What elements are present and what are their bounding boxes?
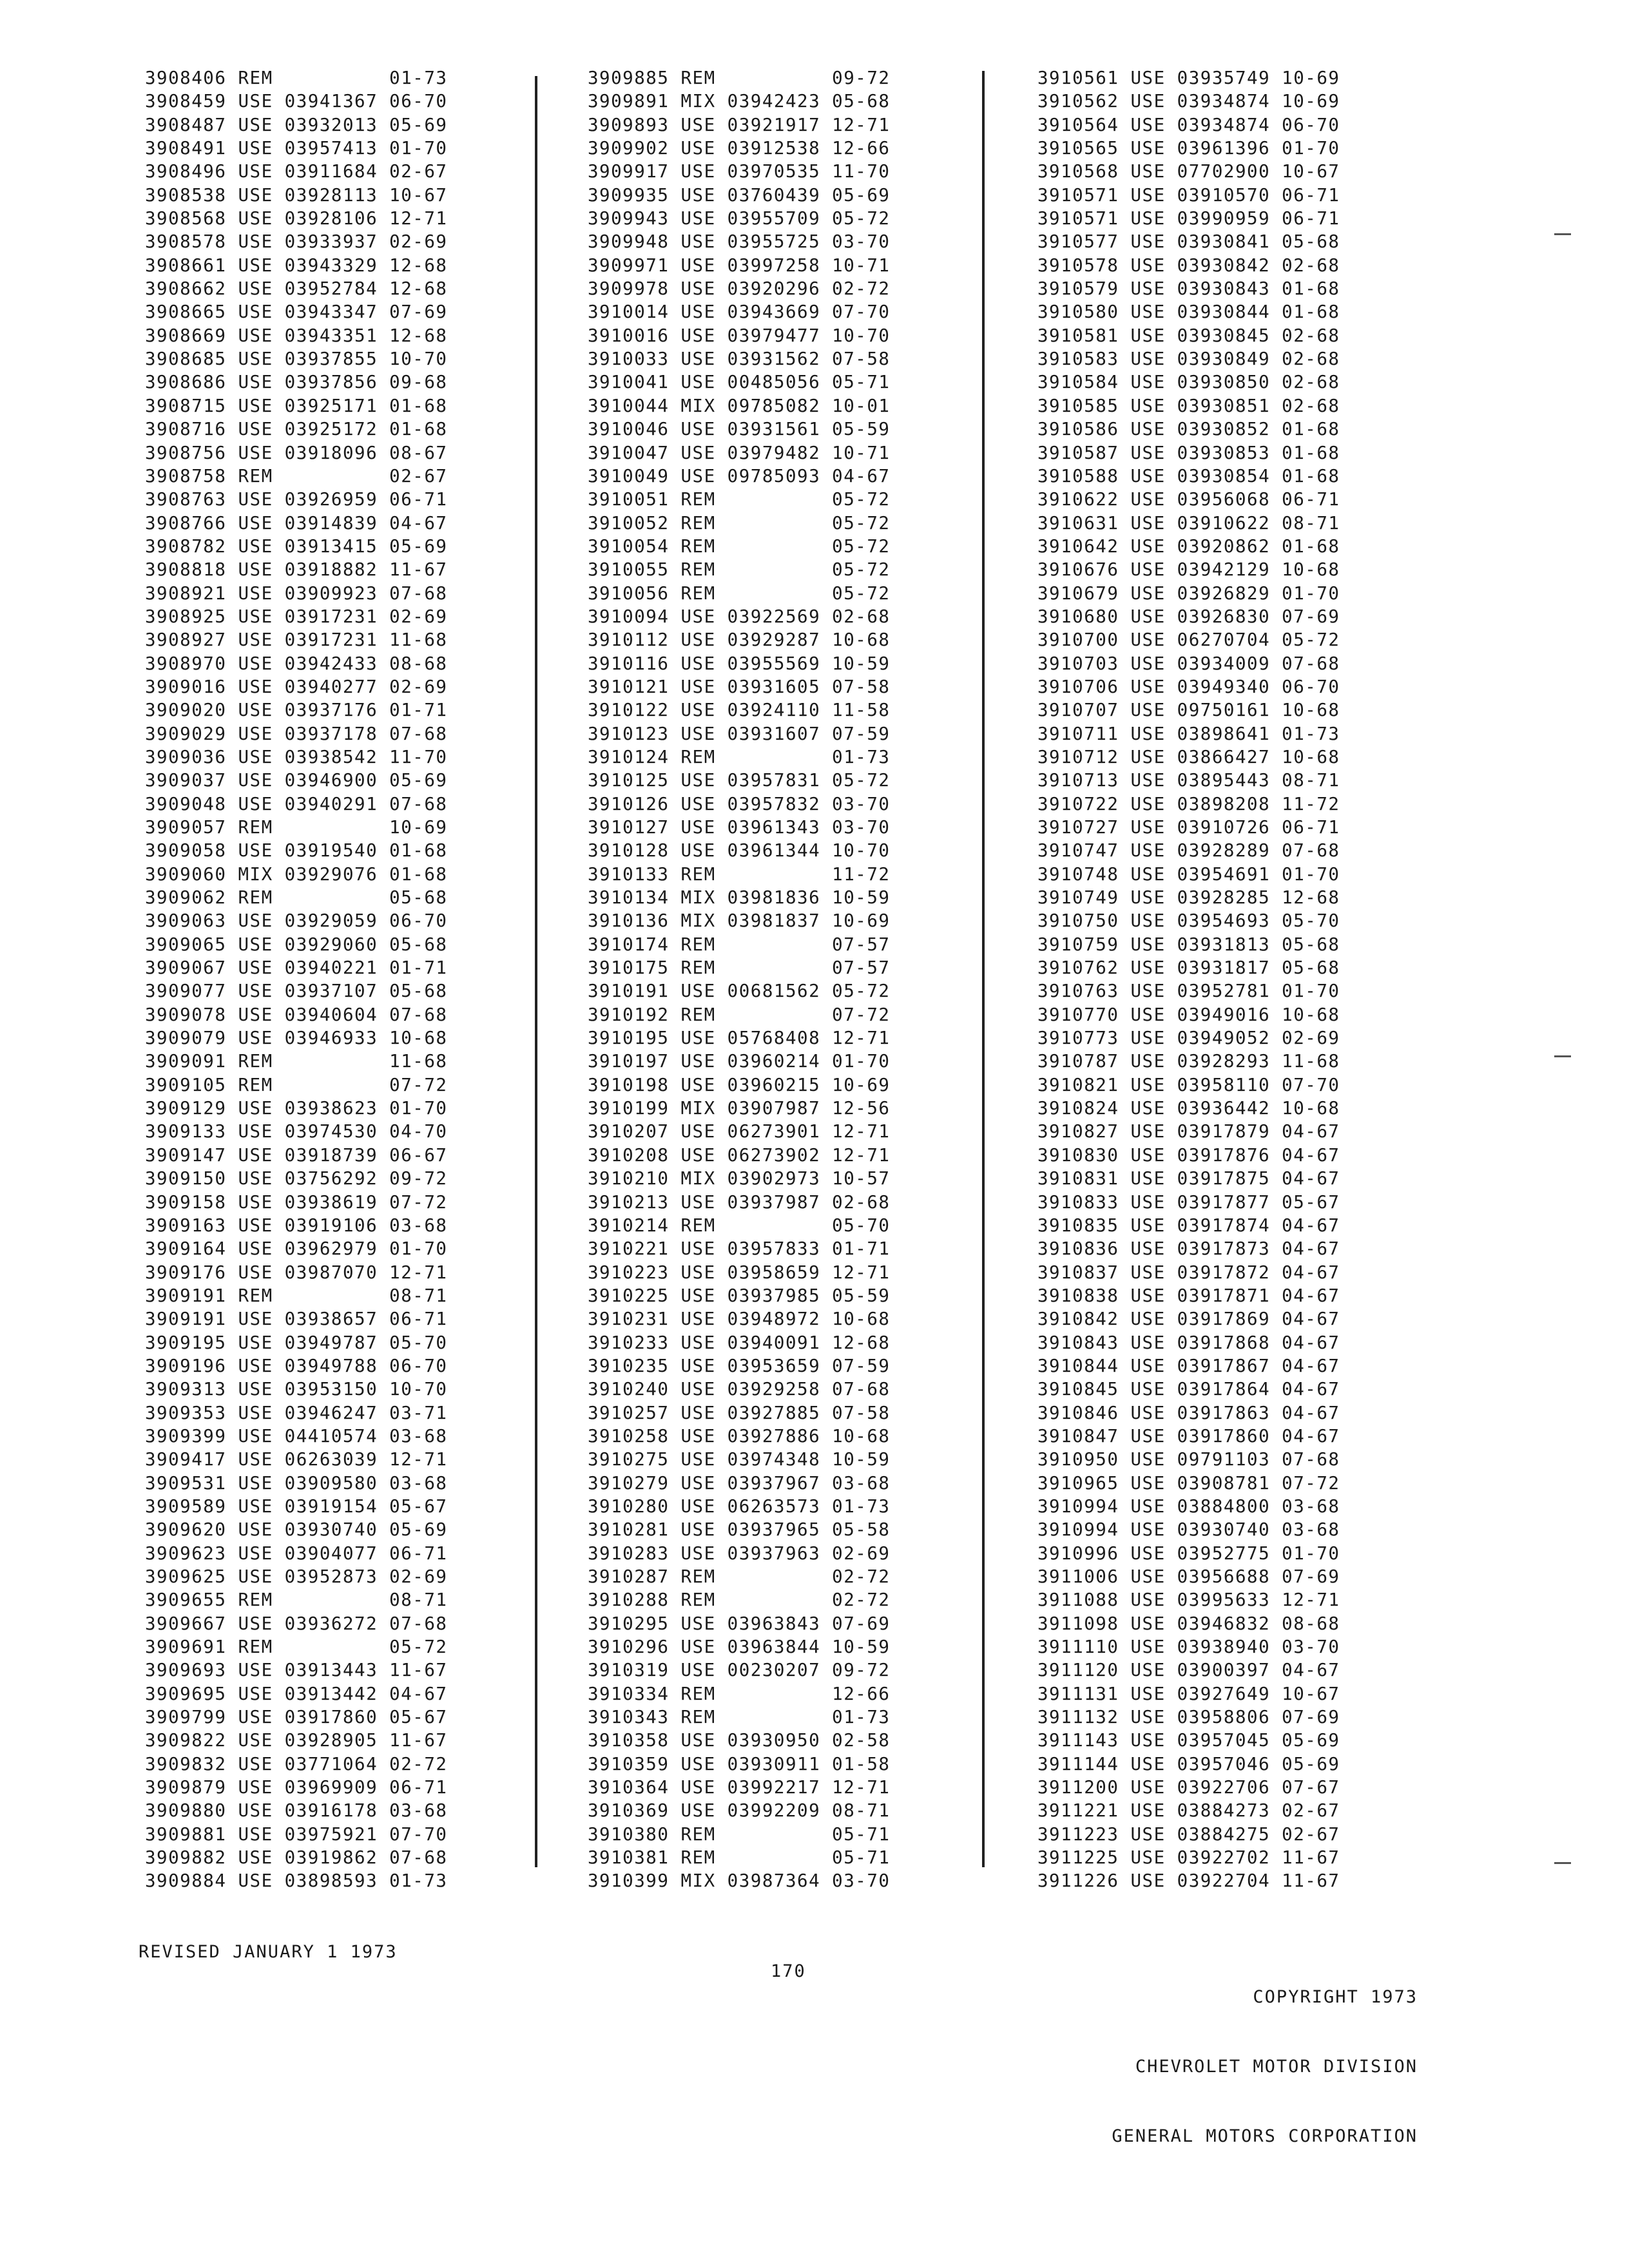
part-entry: 3910846 USE 03917863 04-67 bbox=[1037, 1402, 1340, 1423]
part-entry: 3909693 USE 03913443 11-67 bbox=[145, 1660, 448, 1681]
part-entry: 3909625 USE 03952873 02-69 bbox=[145, 1566, 448, 1587]
part-entry: 3909799 USE 03917860 05-67 bbox=[145, 1707, 448, 1728]
part-entry: 3910562 USE 03934874 10-69 bbox=[1037, 91, 1340, 112]
part-entry: 3909832 USE 03771064 02-72 bbox=[145, 1753, 448, 1774]
part-entry: 3909667 USE 03936272 07-68 bbox=[145, 1613, 448, 1634]
part-entry: 3911221 USE 03884273 02-67 bbox=[1037, 1800, 1340, 1821]
part-entry: 3908578 USE 03933937 02-69 bbox=[145, 231, 448, 253]
part-entry: 3911088 USE 03995633 12-71 bbox=[1037, 1590, 1340, 1611]
part-entry: 3909948 USE 03955725 03-70 bbox=[588, 231, 891, 253]
part-entry: 3910787 USE 03928293 11-68 bbox=[1037, 1051, 1340, 1072]
part-entry: 3910642 USE 03920862 01-68 bbox=[1037, 535, 1340, 557]
part-entry: 3908685 USE 03937855 10-70 bbox=[145, 349, 448, 370]
part-entry: 3908487 USE 03932013 05-69 bbox=[145, 114, 448, 135]
part-entry: 3910121 USE 03931605 07-58 bbox=[588, 676, 891, 697]
part-entry: 3909158 USE 03938619 07-72 bbox=[145, 1191, 448, 1213]
part-entry: 3910258 USE 03927886 10-68 bbox=[588, 1425, 891, 1446]
part-entry: 3910588 USE 03930854 01-68 bbox=[1037, 465, 1340, 486]
part-entry: 3910296 USE 03963844 10-59 bbox=[588, 1637, 891, 1658]
part-entry: 3910213 USE 03937987 02-68 bbox=[588, 1191, 891, 1213]
part-entry: 3910747 USE 03928289 07-68 bbox=[1037, 840, 1340, 861]
part-entry: 3910047 USE 03979482 10-71 bbox=[588, 442, 891, 463]
part-entry: 3909881 USE 03975921 07-70 bbox=[145, 1823, 448, 1845]
part-entry: 3910046 USE 03931561 05-59 bbox=[588, 419, 891, 440]
part-entry: 3910223 USE 03958659 12-71 bbox=[588, 1262, 891, 1283]
part-entry: 3909077 USE 03937107 05-68 bbox=[145, 981, 448, 1002]
part-entry: 3909655 REM 08-71 bbox=[145, 1590, 448, 1611]
part-entry: 3910112 USE 03929287 10-68 bbox=[588, 629, 891, 651]
part-entry: 3909147 USE 03918739 06-67 bbox=[145, 1144, 448, 1166]
part-entry: 3908970 USE 03942433 08-68 bbox=[145, 653, 448, 674]
part-entry: 3910275 USE 03974348 10-59 bbox=[588, 1449, 891, 1470]
part-entry: 3910235 USE 03953659 07-59 bbox=[588, 1355, 891, 1376]
part-entry: 3910127 USE 03961343 03-70 bbox=[588, 817, 891, 838]
part-entry: 3910128 USE 03961344 10-70 bbox=[588, 840, 891, 861]
part-entry: 3910965 USE 03908781 07-72 bbox=[1037, 1472, 1340, 1494]
part-entry: 3909016 USE 03940277 02-69 bbox=[145, 676, 448, 697]
part-entry: 3910759 USE 03931813 05-68 bbox=[1037, 934, 1340, 955]
part-entry: 3910122 USE 03924110 11-58 bbox=[588, 700, 891, 721]
part-entry: 3910358 USE 03930950 02-58 bbox=[588, 1730, 891, 1751]
part-entry: 3909163 USE 03919106 03-68 bbox=[145, 1215, 448, 1236]
part-entry: 3910577 USE 03930841 05-68 bbox=[1037, 231, 1340, 253]
part-entry: 3908459 USE 03941367 06-70 bbox=[145, 91, 448, 112]
part-entry: 3908763 USE 03926959 06-71 bbox=[145, 489, 448, 510]
part-entry: 3911110 USE 03938940 03-70 bbox=[1037, 1637, 1340, 1658]
part-entry: 3908686 USE 03937856 09-68 bbox=[145, 372, 448, 393]
part-entry: 3910116 USE 03955569 10-59 bbox=[588, 653, 891, 674]
part-entry: 3910748 USE 03954691 01-70 bbox=[1037, 863, 1340, 885]
part-entry: 3908665 USE 03943347 07-69 bbox=[145, 302, 448, 323]
part-entry: 3909531 USE 03909580 03-68 bbox=[145, 1472, 448, 1494]
part-entry: 3910676 USE 03942129 10-68 bbox=[1037, 559, 1340, 581]
part-entry: 3909057 REM 10-69 bbox=[145, 817, 448, 838]
part-entry: 3910581 USE 03930845 02-68 bbox=[1037, 325, 1340, 346]
part-entry: 3910055 REM 05-72 bbox=[588, 559, 891, 581]
part-entry: 3911225 USE 03922702 11-67 bbox=[1037, 1847, 1340, 1869]
part-entry: 3910680 USE 03926830 07-69 bbox=[1037, 606, 1340, 627]
part-entry: 3910622 USE 03956068 06-71 bbox=[1037, 489, 1340, 510]
part-entry: 3910052 REM 05-72 bbox=[588, 512, 891, 533]
part-entry: 3910565 USE 03961396 01-70 bbox=[1037, 138, 1340, 159]
part-entry: 3909623 USE 03904077 06-71 bbox=[145, 1542, 448, 1564]
part-entry: 3909133 USE 03974530 04-70 bbox=[145, 1121, 448, 1142]
part-entry: 3910369 USE 03992209 08-71 bbox=[588, 1800, 891, 1821]
part-entry: 3911226 USE 03922704 11-67 bbox=[1037, 1870, 1340, 1892]
part-entry: 3908491 USE 03957413 01-70 bbox=[145, 138, 448, 159]
part-entry: 3909399 USE 04410574 03-68 bbox=[145, 1425, 448, 1446]
part-entry: 3909129 USE 03938623 01-70 bbox=[145, 1098, 448, 1119]
part-entry: 3910016 USE 03979477 10-70 bbox=[588, 325, 891, 346]
part-entry: 3908661 USE 03943329 12-68 bbox=[145, 255, 448, 276]
part-entry: 3909062 REM 05-68 bbox=[145, 887, 448, 908]
part-entry: 3910561 USE 03935749 10-69 bbox=[1037, 68, 1340, 88]
part-entry: 3908758 REM 02-67 bbox=[145, 465, 448, 486]
margin-mark bbox=[1554, 1055, 1571, 1057]
part-entry: 3910199 MIX 03907987 12-56 bbox=[588, 1098, 891, 1119]
copyright-line: COPYRIGHT 1973 bbox=[1253, 1987, 1418, 2007]
part-entry: 3911144 USE 03957046 05-69 bbox=[1037, 1753, 1340, 1774]
part-entry: 3911131 USE 03927649 10-67 bbox=[1037, 1683, 1340, 1704]
part-entry: 3910712 USE 03866427 10-68 bbox=[1037, 746, 1340, 767]
part-entry: 3910014 USE 03943669 07-70 bbox=[588, 302, 891, 323]
margin-mark bbox=[1554, 1862, 1571, 1864]
part-entry: 3910281 USE 03937965 05-58 bbox=[588, 1519, 891, 1541]
part-entry: 3910770 USE 03949016 10-68 bbox=[1037, 1004, 1340, 1025]
part-entry: 3910207 USE 06273901 12-71 bbox=[588, 1121, 891, 1142]
part-entry: 3909048 USE 03940291 07-68 bbox=[145, 793, 448, 814]
part-entry: 3911098 USE 03946832 08-68 bbox=[1037, 1613, 1340, 1634]
part-entry: 3910124 REM 01-73 bbox=[588, 746, 891, 767]
part-entry: 3910727 USE 03910726 06-71 bbox=[1037, 817, 1340, 838]
part-entry: 3910133 REM 11-72 bbox=[588, 863, 891, 885]
copyright-block bbox=[1112, 1939, 1418, 2171]
part-entry: 3909879 USE 03969909 06-71 bbox=[145, 1777, 448, 1798]
part-entry: 3909695 USE 03913442 04-67 bbox=[145, 1683, 448, 1704]
part-entry: 3910054 REM 05-72 bbox=[588, 535, 891, 557]
part-entry: 3910174 REM 07-57 bbox=[588, 934, 891, 955]
part-entry: 3910343 REM 01-73 bbox=[588, 1707, 891, 1728]
part-entry: 3909891 MIX 03942423 05-68 bbox=[588, 91, 891, 112]
part-entry: 3911006 USE 03956688 07-69 bbox=[1037, 1566, 1340, 1587]
part-entry: 3910049 USE 09785093 04-67 bbox=[588, 465, 891, 486]
part-entry: 3909902 USE 03912538 12-66 bbox=[588, 138, 891, 159]
part-entry: 3908818 USE 03918882 11-67 bbox=[145, 559, 448, 581]
parts-column-1 bbox=[145, 66, 447, 1893]
part-entry: 3910584 USE 03930850 02-68 bbox=[1037, 372, 1340, 393]
part-entry: 3910750 USE 03954693 05-70 bbox=[1037, 910, 1340, 932]
part-entry: 3909943 USE 03955709 05-72 bbox=[588, 208, 891, 229]
part-entry: 3910843 USE 03917868 04-67 bbox=[1037, 1332, 1340, 1353]
part-entry: 3909417 USE 06263039 12-71 bbox=[145, 1449, 448, 1470]
part-entry: 3910571 USE 03990959 06-71 bbox=[1037, 208, 1340, 229]
part-entry: 3910679 USE 03926829 01-70 bbox=[1037, 582, 1340, 604]
part-entry: 3910836 USE 03917873 04-67 bbox=[1037, 1238, 1340, 1260]
part-entry: 3910827 USE 03917879 04-67 bbox=[1037, 1121, 1340, 1142]
part-entry: 3909164 USE 03962979 01-70 bbox=[145, 1238, 448, 1260]
part-entry: 3909078 USE 03940604 07-68 bbox=[145, 1004, 448, 1025]
part-entry: 3910257 USE 03927885 07-58 bbox=[588, 1402, 891, 1423]
part-entry: 3910041 USE 00485056 05-71 bbox=[588, 372, 891, 393]
part-entry: 3910051 REM 05-72 bbox=[588, 489, 891, 510]
part-entry: 3909079 USE 03946933 10-68 bbox=[145, 1028, 448, 1049]
part-entry: 3908496 USE 03911684 02-67 bbox=[145, 161, 448, 182]
part-entry: 3910126 USE 03957832 03-70 bbox=[588, 793, 891, 814]
parts-column-2 bbox=[588, 66, 890, 1893]
part-entry: 3910044 MIX 09785082 10-01 bbox=[588, 395, 891, 416]
part-entry: 3910996 USE 03952775 01-70 bbox=[1037, 1542, 1340, 1564]
part-entry: 3910359 USE 03930911 01-58 bbox=[588, 1753, 891, 1774]
part-entry: 3910056 REM 05-72 bbox=[588, 582, 891, 604]
part-entry: 3910847 USE 03917860 04-67 bbox=[1037, 1425, 1340, 1446]
part-entry: 3909020 USE 03937176 01-71 bbox=[145, 700, 448, 721]
part-entry: 3908921 USE 03909923 07-68 bbox=[145, 582, 448, 604]
part-entry: 3910713 USE 03895443 08-71 bbox=[1037, 770, 1340, 791]
part-entry: 3909691 REM 05-72 bbox=[145, 1637, 448, 1658]
column-divider bbox=[535, 76, 537, 1867]
part-entry: 3910123 USE 03931607 07-59 bbox=[588, 723, 891, 744]
part-entry: 3908715 USE 03925171 01-68 bbox=[145, 395, 448, 416]
part-entry: 3910033 USE 03931562 07-58 bbox=[588, 349, 891, 370]
part-entry: 3909620 USE 03930740 05-69 bbox=[145, 1519, 448, 1541]
part-entry: 3908662 USE 03952784 12-68 bbox=[145, 278, 448, 300]
part-entry: 3910288 REM 02-72 bbox=[588, 1590, 891, 1611]
part-entry: 3910587 USE 03930853 01-68 bbox=[1037, 442, 1340, 463]
part-entry: 3910280 USE 06263573 01-73 bbox=[588, 1495, 891, 1517]
part-entry: 3910585 USE 03930851 02-68 bbox=[1037, 395, 1340, 416]
part-entry: 3910579 USE 03930843 01-68 bbox=[1037, 278, 1340, 300]
part-entry: 3910198 USE 03960215 10-69 bbox=[588, 1074, 891, 1095]
part-entry: 3910125 USE 03957831 05-72 bbox=[588, 770, 891, 791]
part-entry: 3910287 REM 02-72 bbox=[588, 1566, 891, 1587]
part-entry: 3910233 USE 03940091 12-68 bbox=[588, 1332, 891, 1353]
copyright-line: CHEVROLET MOTOR DIVISION bbox=[1135, 2057, 1418, 2077]
part-entry: 3910295 USE 03963843 07-69 bbox=[588, 1613, 891, 1634]
part-entry: 3910994 USE 03884800 03-68 bbox=[1037, 1495, 1340, 1517]
part-entry: 3909063 USE 03929059 06-70 bbox=[145, 910, 448, 932]
part-entry: 3910195 USE 05768408 12-71 bbox=[588, 1028, 891, 1049]
part-entry: 3910225 USE 03937985 05-59 bbox=[588, 1285, 891, 1306]
part-entry: 3910279 USE 03937967 03-68 bbox=[588, 1472, 891, 1494]
part-entry: 3910210 MIX 03902973 10-57 bbox=[588, 1168, 891, 1189]
part-entry: 3908669 USE 03943351 12-68 bbox=[145, 325, 448, 346]
part-entry: 3910221 USE 03957833 01-71 bbox=[588, 1238, 891, 1260]
part-entry: 3910578 USE 03930842 02-68 bbox=[1037, 255, 1340, 276]
part-entry: 3911223 USE 03884275 02-67 bbox=[1037, 1823, 1340, 1845]
part-entry: 3910844 USE 03917867 04-67 bbox=[1037, 1355, 1340, 1376]
part-entry: 3910136 MIX 03981837 10-69 bbox=[588, 910, 891, 932]
part-entry: 3908538 USE 03928113 10-67 bbox=[145, 184, 448, 206]
part-entry: 3909150 USE 03756292 09-72 bbox=[145, 1168, 448, 1189]
part-entry: 3908766 USE 03914839 04-67 bbox=[145, 512, 448, 533]
part-entry: 3908756 USE 03918096 08-67 bbox=[145, 442, 448, 463]
part-entry: 3909091 REM 11-68 bbox=[145, 1051, 448, 1072]
part-entry: 3910722 USE 03898208 11-72 bbox=[1037, 793, 1340, 814]
copyright-line: GENERAL MOTORS CORPORATION bbox=[1112, 2126, 1418, 2146]
part-entry: 3910564 USE 03934874 06-70 bbox=[1037, 114, 1340, 135]
margin-mark bbox=[1554, 233, 1571, 235]
part-entry: 3910821 USE 03958110 07-70 bbox=[1037, 1074, 1340, 1095]
part-entry: 3910842 USE 03917869 04-67 bbox=[1037, 1309, 1340, 1330]
part-entry: 3911200 USE 03922706 07-67 bbox=[1037, 1777, 1340, 1798]
part-entry: 3910381 REM 05-71 bbox=[588, 1847, 891, 1869]
part-entry: 3910364 USE 03992217 12-71 bbox=[588, 1777, 891, 1798]
part-entry: 3909589 USE 03919154 05-67 bbox=[145, 1495, 448, 1517]
part-entry: 3911143 USE 03957045 05-69 bbox=[1037, 1730, 1340, 1751]
part-entry: 3909935 USE 03760439 05-69 bbox=[588, 184, 891, 206]
part-entry: 3910214 REM 05-70 bbox=[588, 1215, 891, 1236]
part-entry: 3908925 USE 03917231 02-69 bbox=[145, 606, 448, 627]
part-entry: 3910706 USE 03949340 06-70 bbox=[1037, 676, 1340, 697]
part-entry: 3909884 USE 03898593 01-73 bbox=[145, 1870, 448, 1892]
part-entry: 3909191 USE 03938657 06-71 bbox=[145, 1309, 448, 1330]
part-entry: 3910994 USE 03930740 03-68 bbox=[1037, 1519, 1340, 1541]
part-entry: 3908716 USE 03925172 01-68 bbox=[145, 419, 448, 440]
part-entry: 3909067 USE 03940221 01-71 bbox=[145, 957, 448, 979]
part-entry: 3910583 USE 03930849 02-68 bbox=[1037, 349, 1340, 370]
part-entry: 3909105 REM 07-72 bbox=[145, 1074, 448, 1095]
part-entry: 3910762 USE 03931817 05-68 bbox=[1037, 957, 1340, 979]
part-entry: 3910950 USE 09791103 07-68 bbox=[1037, 1449, 1340, 1470]
part-entry: 3910580 USE 03930844 01-68 bbox=[1037, 302, 1340, 323]
part-entry: 3909885 REM 09-72 bbox=[588, 68, 891, 88]
part-entry: 3908782 USE 03913415 05-69 bbox=[145, 535, 448, 557]
part-entry: 3909065 USE 03929060 05-68 bbox=[145, 934, 448, 955]
part-entry: 3910094 USE 03922569 02-68 bbox=[588, 606, 891, 627]
part-entry: 3909313 USE 03953150 10-70 bbox=[145, 1379, 448, 1400]
part-entry: 3909195 USE 03949787 05-70 bbox=[145, 1332, 448, 1353]
parts-column-3 bbox=[1037, 66, 1340, 1893]
part-entry: 3910334 REM 12-66 bbox=[588, 1683, 891, 1704]
part-entry: 3910700 USE 06270704 05-72 bbox=[1037, 629, 1340, 651]
part-entry: 3910380 REM 05-71 bbox=[588, 1823, 891, 1845]
part-entry: 3908927 USE 03917231 11-68 bbox=[145, 629, 448, 651]
part-entry: 3909880 USE 03916178 03-68 bbox=[145, 1800, 448, 1821]
part-entry: 3910175 REM 07-57 bbox=[588, 957, 891, 979]
part-entry: 3908568 USE 03928106 12-71 bbox=[145, 208, 448, 229]
part-entry: 3910824 USE 03936442 10-68 bbox=[1037, 1098, 1340, 1119]
part-entry: 3910571 USE 03910570 06-71 bbox=[1037, 184, 1340, 206]
part-entry: 3909036 USE 03938542 11-70 bbox=[145, 746, 448, 767]
page-number: 170 bbox=[771, 1961, 806, 1981]
part-entry: 3910707 USE 09750161 10-68 bbox=[1037, 700, 1340, 721]
part-entry: 3910197 USE 03960214 01-70 bbox=[588, 1051, 891, 1072]
part-entry: 3910208 USE 06273902 12-71 bbox=[588, 1144, 891, 1166]
part-entry: 3909978 USE 03920296 02-72 bbox=[588, 278, 891, 300]
part-entry: 3910586 USE 03930852 01-68 bbox=[1037, 419, 1340, 440]
part-entry: 3910399 MIX 03987364 03-70 bbox=[588, 1870, 891, 1892]
part-entry: 3908406 REM 01-73 bbox=[145, 68, 448, 88]
part-entry: 3910134 MIX 03981836 10-59 bbox=[588, 887, 891, 908]
part-entry: 3910192 REM 07-72 bbox=[588, 1004, 891, 1025]
part-entry: 3909029 USE 03937178 07-68 bbox=[145, 723, 448, 744]
part-entry: 3910831 USE 03917875 04-67 bbox=[1037, 1168, 1340, 1189]
part-entry: 3910240 USE 03929258 07-68 bbox=[588, 1379, 891, 1400]
part-entry: 3911120 USE 03900397 04-67 bbox=[1037, 1660, 1340, 1681]
part-entry: 3910703 USE 03934009 07-68 bbox=[1037, 653, 1340, 674]
revised-date: REVISED JANUARY 1 1973 bbox=[139, 1942, 398, 1962]
part-entry: 3910837 USE 03917872 04-67 bbox=[1037, 1262, 1340, 1283]
part-entry: 3910319 USE 00230207 09-72 bbox=[588, 1660, 891, 1681]
part-entry: 3910711 USE 03898641 01-73 bbox=[1037, 723, 1340, 744]
part-entry: 3909058 USE 03919540 01-68 bbox=[145, 840, 448, 861]
part-entry: 3909971 USE 03997258 10-71 bbox=[588, 255, 891, 276]
part-entry: 3910283 USE 03937963 02-69 bbox=[588, 1542, 891, 1564]
part-entry: 3909353 USE 03946247 03-71 bbox=[145, 1402, 448, 1423]
part-entry: 3910845 USE 03917864 04-67 bbox=[1037, 1379, 1340, 1400]
part-entry: 3910830 USE 03917876 04-67 bbox=[1037, 1144, 1340, 1166]
part-entry: 3910773 USE 03949052 02-69 bbox=[1037, 1028, 1340, 1049]
part-entry: 3909037 USE 03946900 05-69 bbox=[145, 770, 448, 791]
part-entry: 3911132 USE 03958806 07-69 bbox=[1037, 1707, 1340, 1728]
part-entry: 3910568 USE 07702900 10-67 bbox=[1037, 161, 1340, 182]
part-entry: 3909196 USE 03949788 06-70 bbox=[145, 1355, 448, 1376]
part-entry: 3910231 USE 03948972 10-68 bbox=[588, 1309, 891, 1330]
part-entry: 3909893 USE 03921917 12-71 bbox=[588, 114, 891, 135]
part-entry: 3910631 USE 03910622 08-71 bbox=[1037, 512, 1340, 533]
part-entry: 3910833 USE 03917877 05-67 bbox=[1037, 1191, 1340, 1213]
part-entry: 3909822 USE 03928905 11-67 bbox=[145, 1730, 448, 1751]
part-entry: 3910763 USE 03952781 01-70 bbox=[1037, 981, 1340, 1002]
part-entry: 3909191 REM 08-71 bbox=[145, 1285, 448, 1306]
part-entry: 3909882 USE 03919862 07-68 bbox=[145, 1847, 448, 1869]
column-divider bbox=[982, 71, 985, 1867]
part-entry: 3910838 USE 03917871 04-67 bbox=[1037, 1285, 1340, 1306]
part-entry: 3910835 USE 03917874 04-67 bbox=[1037, 1215, 1340, 1236]
part-entry: 3910191 USE 00681562 05-72 bbox=[588, 981, 891, 1002]
part-entry: 3910749 USE 03928285 12-68 bbox=[1037, 887, 1340, 908]
part-entry: 3909176 USE 03987070 12-71 bbox=[145, 1262, 448, 1283]
part-entry: 3909917 USE 03970535 11-70 bbox=[588, 161, 891, 182]
part-entry: 3909060 MIX 03929076 01-68 bbox=[145, 863, 448, 885]
